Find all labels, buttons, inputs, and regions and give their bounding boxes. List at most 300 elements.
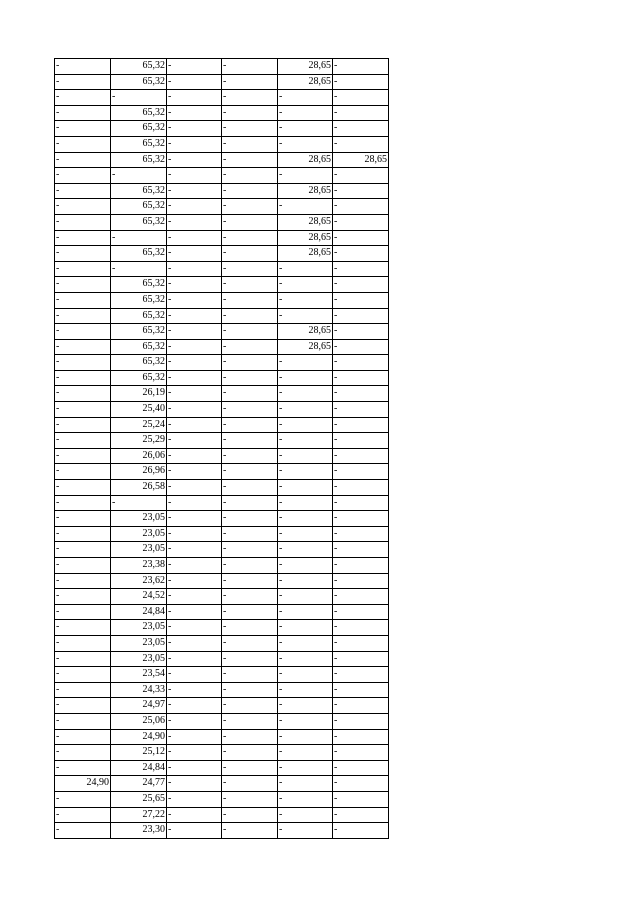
table-cell: - xyxy=(222,386,278,402)
table-cell: - xyxy=(167,495,222,511)
table-cell: - xyxy=(278,402,333,418)
table-cell: - xyxy=(167,339,222,355)
table-cell: 28,65 xyxy=(278,230,333,246)
table-cell: - xyxy=(278,558,333,574)
table-row xyxy=(55,199,389,215)
table-cell: - xyxy=(333,168,389,184)
table-row xyxy=(55,776,389,792)
table-cell: - xyxy=(278,542,333,558)
table-cell: - xyxy=(167,355,222,371)
data-table xyxy=(54,58,389,839)
table-cell: - xyxy=(167,417,222,433)
table-cell: - xyxy=(278,448,333,464)
table-row xyxy=(55,136,389,152)
table-cell: 26,19 xyxy=(111,386,167,402)
table-cell: - xyxy=(55,402,111,418)
table-row xyxy=(55,495,389,511)
table-cell: - xyxy=(278,713,333,729)
table-cell: - xyxy=(333,308,389,324)
table-row xyxy=(55,324,389,340)
table-cell: - xyxy=(278,698,333,714)
table-cell: - xyxy=(55,386,111,402)
table-cell: - xyxy=(222,136,278,152)
table-cell: 28,65 xyxy=(278,74,333,90)
table-cell: - xyxy=(111,168,167,184)
table-cell: - xyxy=(333,776,389,792)
table-row xyxy=(55,682,389,698)
table-cell: 23,30 xyxy=(111,823,167,839)
table-cell: - xyxy=(167,760,222,776)
table-row xyxy=(55,183,389,199)
table-cell: - xyxy=(167,651,222,667)
table-cell: - xyxy=(222,74,278,90)
table-cell: - xyxy=(167,464,222,480)
table-cell: - xyxy=(278,604,333,620)
table-cell: - xyxy=(222,417,278,433)
table-cell: 25,24 xyxy=(111,417,167,433)
table-cell: - xyxy=(55,791,111,807)
table-cell: - xyxy=(333,495,389,511)
table-cell: - xyxy=(55,823,111,839)
table-row xyxy=(55,152,389,168)
table-row xyxy=(55,667,389,683)
table-row xyxy=(55,698,389,714)
table-cell: - xyxy=(167,199,222,215)
table-cell: - xyxy=(333,324,389,340)
table-cell: - xyxy=(333,651,389,667)
table-cell: - xyxy=(278,199,333,215)
table-cell: - xyxy=(278,776,333,792)
table-cell: - xyxy=(222,823,278,839)
table-cell: - xyxy=(222,573,278,589)
table-cell: - xyxy=(222,511,278,527)
table-cell: - xyxy=(278,495,333,511)
table-cell: - xyxy=(55,324,111,340)
table-cell: - xyxy=(278,791,333,807)
table-cell: 25,40 xyxy=(111,402,167,418)
table-row xyxy=(55,542,389,558)
table-cell: - xyxy=(111,261,167,277)
table-cell: - xyxy=(55,635,111,651)
table-cell: 24,84 xyxy=(111,760,167,776)
table-cell: - xyxy=(167,246,222,262)
table-cell: - xyxy=(55,667,111,683)
table-row xyxy=(55,823,389,839)
table-cell: - xyxy=(222,121,278,137)
table-cell: 23,54 xyxy=(111,667,167,683)
table-row xyxy=(55,589,389,605)
table-cell: 23,05 xyxy=(111,542,167,558)
table-cell: - xyxy=(222,168,278,184)
table-cell: - xyxy=(333,713,389,729)
table-cell: - xyxy=(222,433,278,449)
table-row xyxy=(55,59,389,75)
table-cell: - xyxy=(222,495,278,511)
table-cell: - xyxy=(55,292,111,308)
table-cell: 26,06 xyxy=(111,448,167,464)
table-row xyxy=(55,292,389,308)
table-cell: 24,52 xyxy=(111,589,167,605)
table-row xyxy=(55,339,389,355)
table-cell: - xyxy=(167,635,222,651)
table-cell: - xyxy=(55,74,111,90)
table-cell: - xyxy=(222,635,278,651)
table-cell: 24,97 xyxy=(111,698,167,714)
table-cell: - xyxy=(167,136,222,152)
table-cell: - xyxy=(55,261,111,277)
table-row xyxy=(55,214,389,230)
table-cell: - xyxy=(222,604,278,620)
table-cell: 26,96 xyxy=(111,464,167,480)
table-cell: 65,32 xyxy=(111,136,167,152)
table-cell: - xyxy=(333,682,389,698)
table-cell: - xyxy=(222,339,278,355)
table-row xyxy=(55,417,389,433)
table-cell: - xyxy=(333,464,389,480)
table-cell: 28,65 xyxy=(278,339,333,355)
table-cell: 23,62 xyxy=(111,573,167,589)
table-cell: - xyxy=(167,698,222,714)
table-row xyxy=(55,308,389,324)
table-cell: - xyxy=(167,745,222,761)
table-row xyxy=(55,230,389,246)
table-cell: - xyxy=(333,745,389,761)
table-cell: - xyxy=(278,729,333,745)
table-cell: - xyxy=(222,292,278,308)
table-cell: - xyxy=(55,807,111,823)
table-cell: - xyxy=(167,589,222,605)
table-row xyxy=(55,246,389,262)
table-cell: - xyxy=(333,791,389,807)
table-cell: - xyxy=(222,448,278,464)
table-cell: - xyxy=(278,573,333,589)
table-cell: 28,65 xyxy=(278,152,333,168)
table-cell: - xyxy=(333,339,389,355)
table-cell: 65,32 xyxy=(111,152,167,168)
table-cell: 65,32 xyxy=(111,277,167,293)
table-cell: - xyxy=(55,308,111,324)
table-cell: 23,05 xyxy=(111,635,167,651)
table-cell: - xyxy=(55,542,111,558)
table-cell: - xyxy=(167,713,222,729)
table-cell: 24,77 xyxy=(111,776,167,792)
table-cell: - xyxy=(167,433,222,449)
table-cell: - xyxy=(55,152,111,168)
table-cell: 23,05 xyxy=(111,526,167,542)
table-cell: - xyxy=(55,230,111,246)
table-cell: - xyxy=(222,558,278,574)
table-cell: - xyxy=(167,168,222,184)
table-cell: - xyxy=(55,339,111,355)
table-cell: - xyxy=(333,292,389,308)
table-cell: - xyxy=(167,667,222,683)
table-cell: - xyxy=(222,199,278,215)
table-cell: 25,06 xyxy=(111,713,167,729)
table-row xyxy=(55,105,389,121)
table-cell: - xyxy=(222,713,278,729)
table-cell: - xyxy=(222,355,278,371)
table-cell: - xyxy=(55,495,111,511)
table-cell: - xyxy=(278,292,333,308)
table-cell: - xyxy=(55,448,111,464)
table-cell: - xyxy=(333,199,389,215)
table-cell: - xyxy=(55,604,111,620)
table-cell: - xyxy=(111,495,167,511)
table-cell: 28,65 xyxy=(278,324,333,340)
table-cell: - xyxy=(167,308,222,324)
table-cell: - xyxy=(222,214,278,230)
table-cell: - xyxy=(333,121,389,137)
table-cell: - xyxy=(333,604,389,620)
table-cell: - xyxy=(278,807,333,823)
table-cell: - xyxy=(167,620,222,636)
table-cell: - xyxy=(167,230,222,246)
table-cell: - xyxy=(111,230,167,246)
table-cell: - xyxy=(278,823,333,839)
table-cell: - xyxy=(333,558,389,574)
table-cell: 65,32 xyxy=(111,339,167,355)
table-cell: - xyxy=(278,464,333,480)
table-cell: - xyxy=(333,573,389,589)
table-cell: - xyxy=(222,183,278,199)
table-cell: - xyxy=(278,635,333,651)
table-cell: - xyxy=(55,59,111,75)
table-cell: - xyxy=(278,620,333,636)
table-cell: 65,32 xyxy=(111,74,167,90)
table-row xyxy=(55,370,389,386)
table-cell: - xyxy=(278,667,333,683)
table-cell: - xyxy=(55,620,111,636)
table-cell: - xyxy=(222,620,278,636)
table-row xyxy=(55,277,389,293)
table-row xyxy=(55,573,389,589)
table-cell: - xyxy=(111,90,167,106)
table-row xyxy=(55,558,389,574)
table-cell: - xyxy=(222,277,278,293)
table-cell: - xyxy=(278,651,333,667)
table-row xyxy=(55,745,389,761)
table-row xyxy=(55,526,389,542)
table-cell: - xyxy=(333,448,389,464)
table-cell: - xyxy=(222,682,278,698)
table-cell: - xyxy=(278,105,333,121)
table-cell: - xyxy=(333,386,389,402)
table-cell: - xyxy=(278,480,333,496)
table-row xyxy=(55,433,389,449)
table-cell: - xyxy=(167,402,222,418)
table-row xyxy=(55,90,389,106)
table-cell: - xyxy=(278,745,333,761)
table-cell: - xyxy=(333,214,389,230)
table-row xyxy=(55,74,389,90)
table-cell: - xyxy=(167,791,222,807)
table-cell: 28,65 xyxy=(278,183,333,199)
table-cell: - xyxy=(222,59,278,75)
table-cell: 65,32 xyxy=(111,199,167,215)
table-cell: - xyxy=(55,526,111,542)
table-cell: - xyxy=(333,230,389,246)
table-cell: - xyxy=(333,261,389,277)
table-cell: - xyxy=(167,729,222,745)
table-cell: - xyxy=(167,604,222,620)
table-cell: - xyxy=(167,682,222,698)
table-cell: - xyxy=(55,136,111,152)
table-cell: - xyxy=(55,199,111,215)
table-cell: - xyxy=(333,542,389,558)
table-cell: - xyxy=(222,308,278,324)
table-row xyxy=(55,791,389,807)
table-cell: - xyxy=(222,246,278,262)
table-cell: - xyxy=(55,713,111,729)
table-cell: 28,65 xyxy=(278,59,333,75)
table-cell: - xyxy=(167,105,222,121)
table-row xyxy=(55,635,389,651)
table-cell: - xyxy=(222,324,278,340)
table-cell: - xyxy=(222,90,278,106)
table-cell: - xyxy=(333,417,389,433)
table-row xyxy=(55,261,389,277)
table-cell: - xyxy=(222,261,278,277)
table-cell: - xyxy=(55,480,111,496)
table-cell: - xyxy=(333,402,389,418)
table-cell: - xyxy=(278,370,333,386)
table-cell: - xyxy=(278,511,333,527)
table-cell: - xyxy=(55,355,111,371)
table-cell: - xyxy=(278,526,333,542)
table-cell: - xyxy=(167,542,222,558)
table-cell: - xyxy=(333,90,389,106)
table-cell: - xyxy=(55,246,111,262)
table-cell: - xyxy=(278,90,333,106)
table-cell: - xyxy=(222,464,278,480)
table-row xyxy=(55,480,389,496)
table-cell: - xyxy=(278,433,333,449)
table-cell: - xyxy=(333,105,389,121)
table-cell: - xyxy=(222,760,278,776)
table-cell: - xyxy=(222,152,278,168)
table-cell: - xyxy=(167,292,222,308)
table-cell: - xyxy=(55,214,111,230)
table-cell: - xyxy=(167,526,222,542)
table-row xyxy=(55,168,389,184)
table-cell: 24,90 xyxy=(111,729,167,745)
table-cell: 25,12 xyxy=(111,745,167,761)
table-cell: - xyxy=(55,589,111,605)
table-cell: - xyxy=(222,480,278,496)
table-cell: - xyxy=(55,168,111,184)
table-cell: 28,65 xyxy=(278,214,333,230)
table-cell: 28,65 xyxy=(278,246,333,262)
table-cell: - xyxy=(278,136,333,152)
table-cell: - xyxy=(333,760,389,776)
table-cell: 23,38 xyxy=(111,558,167,574)
table-cell: 25,65 xyxy=(111,791,167,807)
table-cell: - xyxy=(167,277,222,293)
table-cell: - xyxy=(333,823,389,839)
table-cell: - xyxy=(333,667,389,683)
table-cell: - xyxy=(222,230,278,246)
table-cell: - xyxy=(333,620,389,636)
table-cell: - xyxy=(167,90,222,106)
table-cell: - xyxy=(167,74,222,90)
table-cell: - xyxy=(167,59,222,75)
table-cell: - xyxy=(333,480,389,496)
table-cell: - xyxy=(167,121,222,137)
table-row xyxy=(55,713,389,729)
table-cell: 65,32 xyxy=(111,246,167,262)
table-cell: - xyxy=(55,698,111,714)
table-cell: - xyxy=(55,745,111,761)
table-row xyxy=(55,448,389,464)
table-cell: 24,90 xyxy=(55,776,111,792)
table-row xyxy=(55,807,389,823)
table-cell: 65,32 xyxy=(111,121,167,137)
table-cell: - xyxy=(167,823,222,839)
table-cell: 23,05 xyxy=(111,620,167,636)
table-row xyxy=(55,402,389,418)
table-cell: - xyxy=(333,589,389,605)
table-cell: - xyxy=(55,464,111,480)
table-row xyxy=(55,760,389,776)
table-cell: - xyxy=(333,246,389,262)
table-cell: - xyxy=(167,558,222,574)
table-cell: - xyxy=(333,635,389,651)
table-cell: - xyxy=(333,59,389,75)
table-row xyxy=(55,464,389,480)
table-cell: - xyxy=(55,682,111,698)
table-cell: - xyxy=(222,791,278,807)
table-cell: 65,32 xyxy=(111,292,167,308)
table-cell: - xyxy=(333,370,389,386)
table-cell: - xyxy=(167,480,222,496)
table-cell: - xyxy=(222,651,278,667)
table-cell: - xyxy=(167,152,222,168)
table-cell: - xyxy=(55,511,111,527)
table-cell: - xyxy=(278,121,333,137)
table-cell: - xyxy=(278,261,333,277)
table-cell: - xyxy=(167,511,222,527)
table-cell: - xyxy=(333,433,389,449)
table-cell: - xyxy=(55,277,111,293)
table-cell: - xyxy=(222,402,278,418)
table-cell: - xyxy=(167,448,222,464)
table-cell: - xyxy=(278,386,333,402)
table-cell: 65,32 xyxy=(111,308,167,324)
table-cell: - xyxy=(222,105,278,121)
table-cell: - xyxy=(167,214,222,230)
table-cell: - xyxy=(167,370,222,386)
table-cell: - xyxy=(167,183,222,199)
table-cell: - xyxy=(55,729,111,745)
table-cell: - xyxy=(167,776,222,792)
table-cell: - xyxy=(167,807,222,823)
table-cell: - xyxy=(333,729,389,745)
table-cell: - xyxy=(278,308,333,324)
table-cell: - xyxy=(333,183,389,199)
table-cell: - xyxy=(278,277,333,293)
table-cell: - xyxy=(55,433,111,449)
table-cell: - xyxy=(333,511,389,527)
table-cell: 28,65 xyxy=(333,152,389,168)
table-cell: - xyxy=(167,573,222,589)
table-cell: 65,32 xyxy=(111,370,167,386)
table-cell: 65,32 xyxy=(111,214,167,230)
table-cell: - xyxy=(333,698,389,714)
table-cell: 65,32 xyxy=(111,355,167,371)
table-cell: 27,22 xyxy=(111,807,167,823)
table-cell: 25,29 xyxy=(111,433,167,449)
table-cell: 65,32 xyxy=(111,324,167,340)
